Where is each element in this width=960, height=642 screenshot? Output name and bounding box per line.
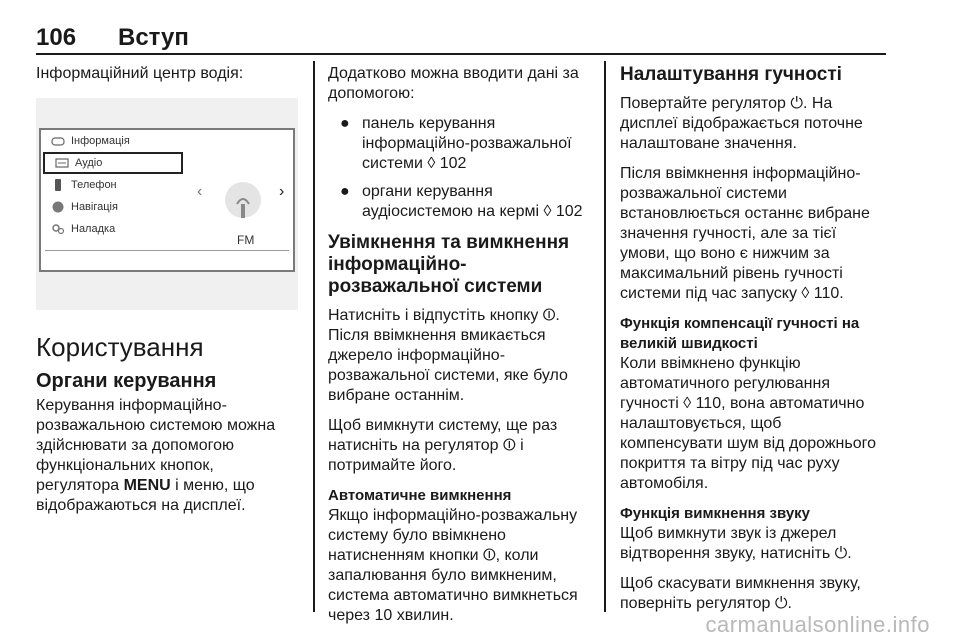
display-menu xyxy=(41,130,191,240)
bullet-icon: ● xyxy=(340,115,350,132)
list-item xyxy=(328,114,590,174)
list-item-text: панель керування інформаційно-розважальної системи ◊ 102 xyxy=(362,115,572,172)
paragraph-text: Керування інформаційно-розважальною системою можна здійснювати за допомогою функціональних кнопок, регулятора xyxy=(36,397,276,494)
power-paragraph-1: Натисніть і відпустіть кнопку ⏼. Після ввімкнення вмикається джерело інформаційно-розважальної системи, яке було вибране останнім. xyxy=(328,307,568,404)
menu-item-settings xyxy=(41,218,191,240)
page-number: 106 xyxy=(36,24,77,51)
column-divider-1 xyxy=(313,61,315,612)
menu-item-label: Наладка xyxy=(71,223,116,235)
menu-key: MENU xyxy=(123,477,171,494)
subheading-speed-compensation: Функція компенсації гучності на великій швидкості xyxy=(620,315,860,352)
column-3 xyxy=(620,64,888,624)
mute-paragraph-1: Щоб вимкнути звук із джерел відтворення звуку, натисніть ⏻. xyxy=(620,525,852,562)
header-rule xyxy=(36,53,886,55)
menu-item-label: Аудіо xyxy=(75,157,103,169)
auto-off-paragraph: Якщо інформаційно-розважальну систему було ввімкнено натисненням кнопки ⏼, коли запалювання було вимкненим, система автоматично вимкнеться через 10 хвилин. xyxy=(328,507,578,624)
phone-icon xyxy=(51,179,65,191)
navigation-icon xyxy=(51,201,65,213)
audio-icon xyxy=(55,157,69,169)
controls-paragraph xyxy=(36,396,301,516)
heading-controls: Органи керування xyxy=(36,370,217,392)
subheading-mute: Функція вимкнення звуку xyxy=(620,505,811,522)
arrow-left-icon: ‹ xyxy=(197,183,203,200)
heading-power: Увімкнення та вимкнення інформаційно-розважальної системи xyxy=(328,232,570,297)
arrow-right-icon: › xyxy=(279,183,285,200)
subheading-auto-off: Автоматичне вимкнення xyxy=(328,487,512,504)
info-icon xyxy=(51,135,65,147)
display-screen xyxy=(39,128,295,272)
menu-item-navigation xyxy=(41,196,191,218)
intro-text: Інформаційний центр водія: xyxy=(36,65,244,82)
heading-main: Користування xyxy=(36,332,204,362)
column-1 xyxy=(36,64,301,526)
section-title: Вступ xyxy=(118,24,189,51)
heading-volume: Налаштування гучності xyxy=(620,64,842,85)
power-paragraph-2: Щоб вимкнути систему, ще раз натисніть на регулятор ⏼ і потримайте його. xyxy=(328,417,558,474)
menu-item-info xyxy=(41,130,191,152)
display-divider xyxy=(45,250,289,251)
infotainment-figure xyxy=(36,98,298,310)
column-2 xyxy=(328,64,590,636)
volume-paragraph-1: Повертайте регулятор ⏻. На дисплеї відображається поточне налаштоване значення. xyxy=(620,95,863,152)
list-item xyxy=(328,182,590,222)
list-item-text: органи керування аудіосистемою на кермі ◊ 102 xyxy=(362,183,583,220)
bullet-icon: ● xyxy=(340,183,350,200)
intro-text: Додатково можна вводити дані за допомогою: xyxy=(328,65,579,102)
mute-paragraph-2: Щоб скасувати вимкнення звуку, поверніть регулятор ⏻. xyxy=(620,575,861,612)
menu-item-label: Телефон xyxy=(71,179,117,191)
paragraph-text: і меню, що відображаються на дисплеї. xyxy=(36,477,255,514)
source-label: FM xyxy=(237,233,255,247)
menu-item-label: Навігація xyxy=(71,201,118,213)
settings-icon xyxy=(51,223,65,235)
radio-icon xyxy=(221,170,265,230)
column-divider-2 xyxy=(604,61,606,612)
menu-item-phone xyxy=(41,174,191,196)
bullet-list xyxy=(328,114,590,222)
watermark: carmanualsonline.info xyxy=(705,612,930,637)
menu-item-audio xyxy=(43,152,183,174)
volume-paragraph-2: Після ввімкнення інформаційно-розважальної системи встановлюється останнє вибране значення гучності, але за тієї умови, що воно є нижчим за максимальний рівень гучності системи під час запуску ◊ 110. xyxy=(620,165,870,302)
menu-item-label: Інформація xyxy=(71,135,130,147)
speed-compensation-paragraph: Коли ввімкнено функцію автоматичного регулювання гучності ◊ 110, вона автоматично налаштовується, щоб компенсувати шум від дорожнього покриття та вітру під час руху автомобіля. xyxy=(620,355,876,492)
